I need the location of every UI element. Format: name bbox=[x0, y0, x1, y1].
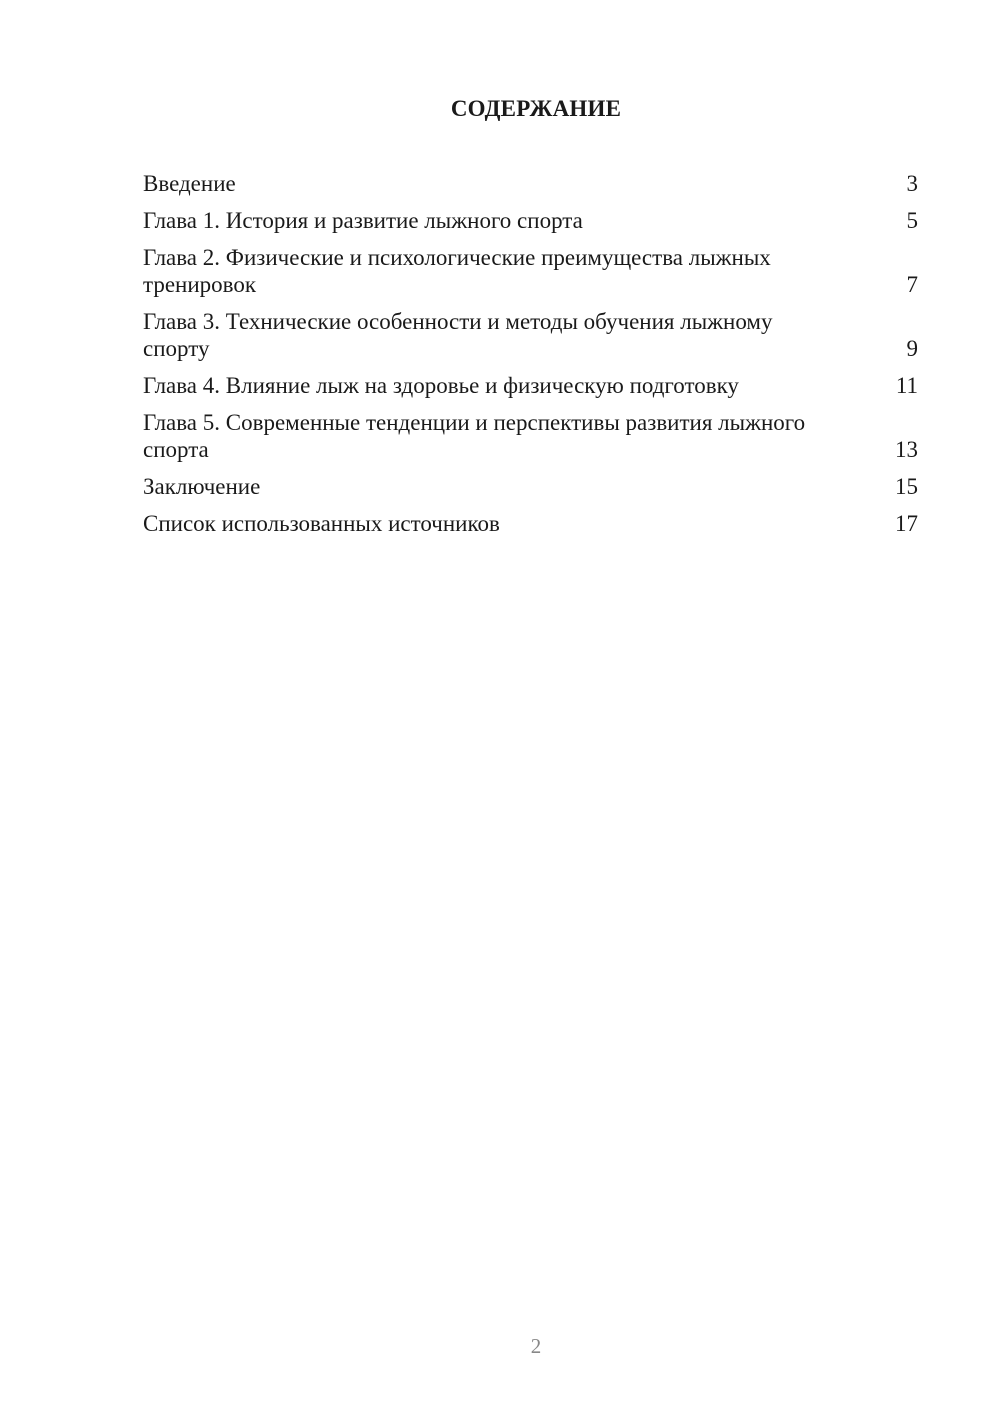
toc-entry-page: 13 bbox=[895, 437, 918, 462]
toc-entry-label: Заключение bbox=[143, 474, 261, 499]
toc-entry-introduction bbox=[143, 170, 918, 197]
toc-entry-label: Глава 2. Физические и психологические преимущества лыжных тренировок bbox=[143, 245, 771, 297]
toc-entry-chapter-4 bbox=[143, 372, 918, 399]
page-number: 2 bbox=[530, 1334, 542, 1358]
toc-entry-page: 15 bbox=[895, 474, 918, 499]
toc-entry-page: 11 bbox=[895, 373, 918, 398]
toc-entry-chapter-1 bbox=[143, 207, 918, 234]
toc-entry-label: Введение bbox=[143, 171, 236, 196]
toc-entry-conclusion bbox=[143, 473, 918, 500]
toc-entry-page: 3 bbox=[906, 171, 918, 196]
toc-entry-label: Глава 5. Современные тенденции и перспективы развития лыжного спорта bbox=[143, 410, 806, 462]
toc-list bbox=[143, 170, 918, 547]
toc-entry-page: 7 bbox=[906, 272, 918, 297]
toc-entry-chapter-3 bbox=[143, 308, 918, 362]
toc-entry-label: Глава 3. Технические особенности и методы обучения лыжному спорту bbox=[143, 309, 773, 361]
toc-title: СОДЕРЖАНИЕ bbox=[450, 96, 622, 121]
toc-entry-label: Список использованных источников bbox=[143, 511, 500, 536]
toc-entry-label: Глава 1. История и развитие лыжного спорта bbox=[143, 208, 583, 233]
toc-entry-chapter-5 bbox=[143, 409, 918, 463]
toc-entry-chapter-2 bbox=[143, 244, 918, 298]
toc-entry-label: Глава 4. Влияние лыж на здоровье и физическую подготовку bbox=[143, 373, 739, 398]
toc-entry-page: 9 bbox=[906, 336, 918, 361]
toc-entry-page: 17 bbox=[895, 511, 918, 536]
toc-entry-references bbox=[143, 510, 918, 537]
toc-entry-page: 5 bbox=[906, 208, 918, 233]
